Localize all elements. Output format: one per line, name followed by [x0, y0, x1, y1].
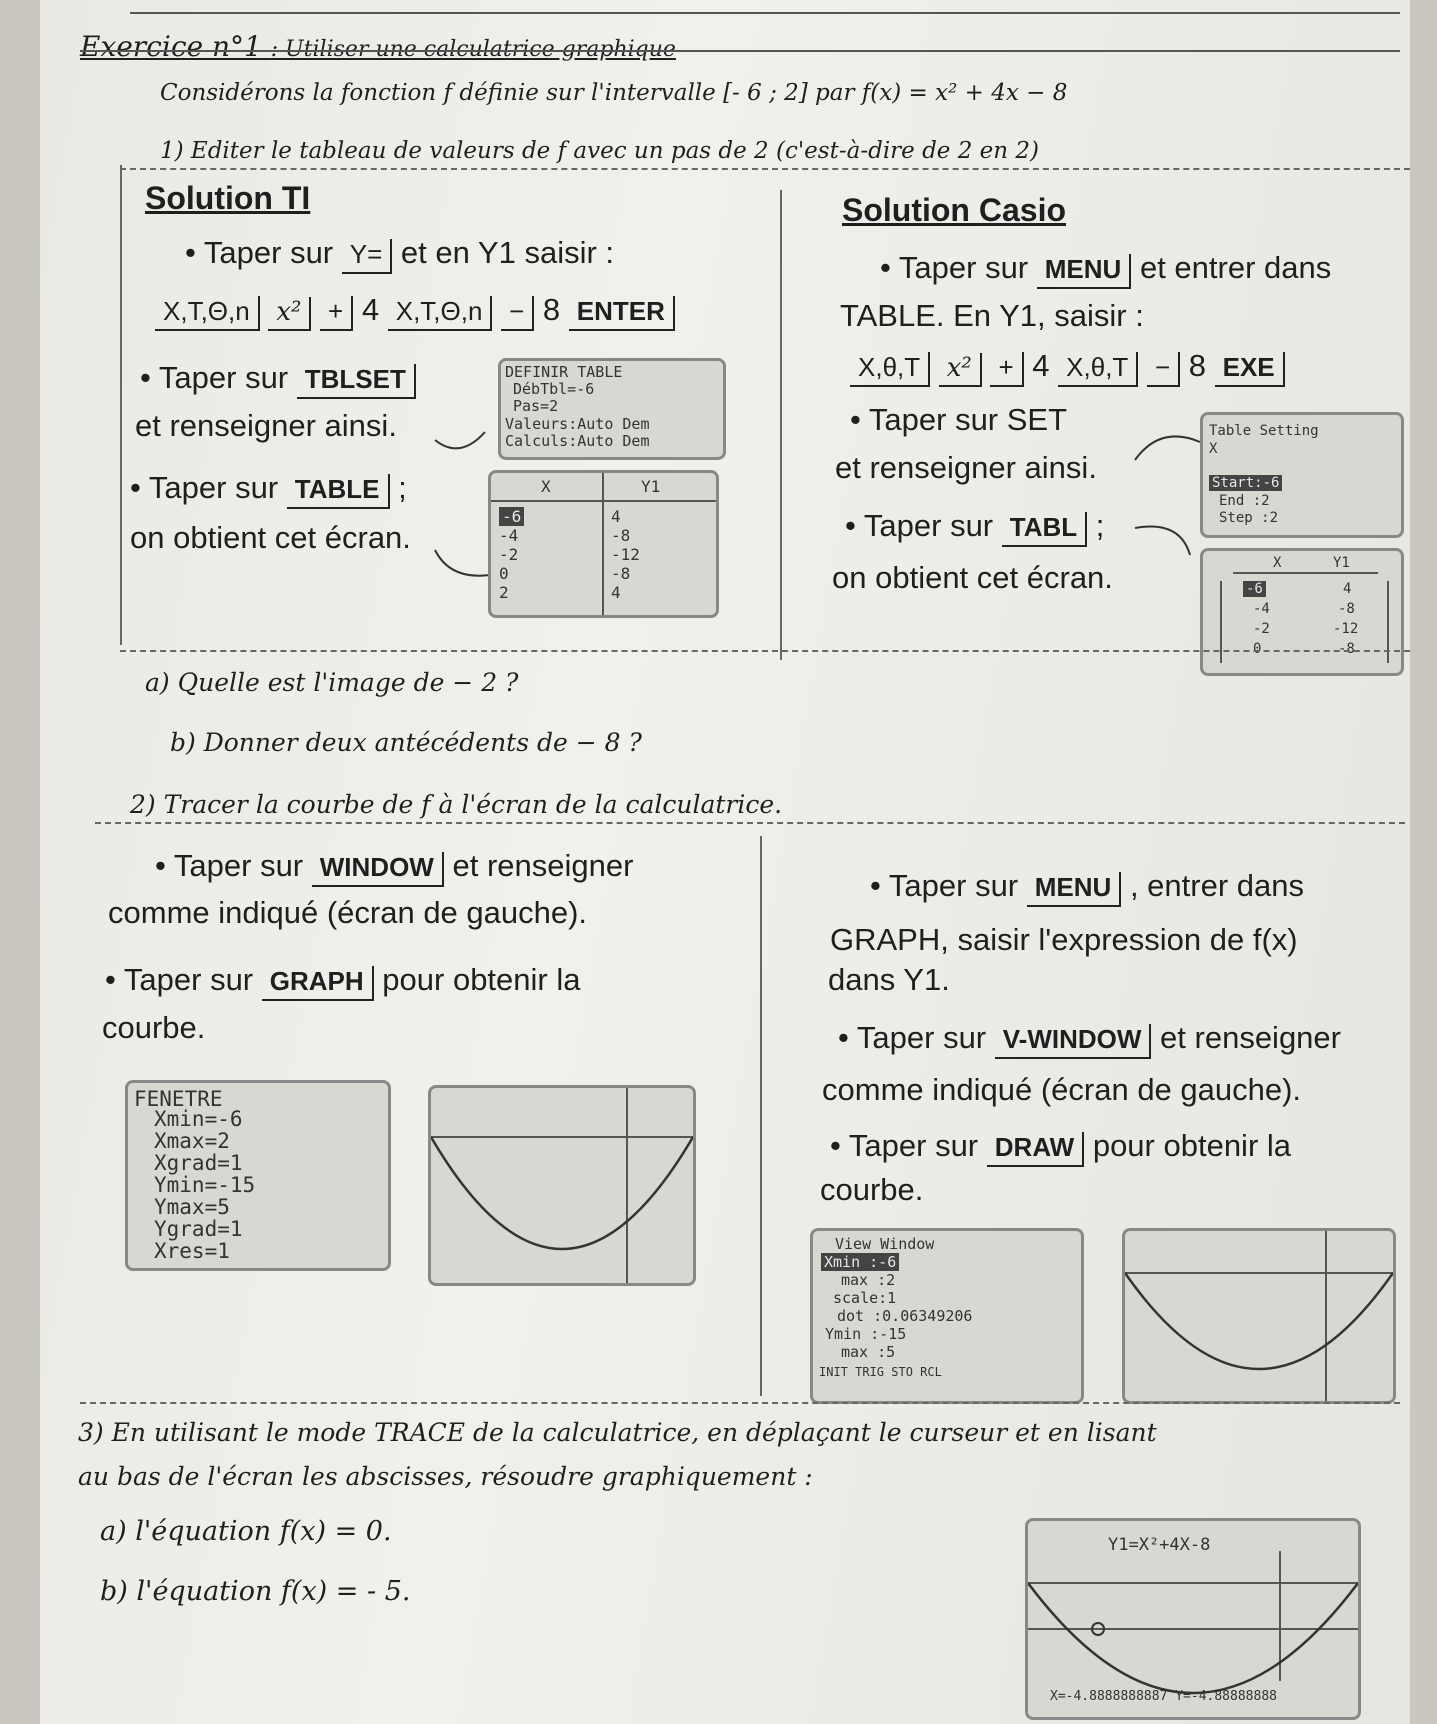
- header-rule: [80, 50, 1400, 52]
- ti-step1-prefix: • Taper sur: [185, 235, 334, 270]
- table-key[interactable]: TABLE: [287, 474, 390, 509]
- part2-divider: [95, 822, 1405, 824]
- casio-table-x-2: -2: [1253, 621, 1270, 637]
- casio-step3: [845, 508, 1104, 547]
- casio-digit-4: 4: [1032, 348, 1050, 383]
- casio-draw-line2: courbe.: [820, 1172, 924, 1207]
- ti-table-y-0: 4: [611, 507, 621, 526]
- tblset-line-3: Pas=2: [513, 397, 559, 415]
- casio-table-screen: [1200, 548, 1404, 676]
- ti-tblset-screen: [498, 358, 726, 460]
- casio-table-y-0: 4: [1343, 581, 1352, 597]
- casio-step2-line2: et renseigner ainsi.: [835, 450, 1097, 485]
- casio-step2: • Taper sur SET: [850, 402, 1068, 437]
- casio-step1-line2: TABLE. En Y1, saisir :: [840, 298, 1144, 333]
- ti-step1-suffix: et en Y1 saisir :: [400, 235, 615, 270]
- casio-vwindow-line2: comme indiqué (écran de gauche).: [822, 1072, 1302, 1107]
- trace-screen: [1025, 1518, 1361, 1720]
- ti-window-line-2: Xmax=2: [154, 1129, 230, 1153]
- ti-window-prefix: • Taper sur: [155, 848, 304, 883]
- ti-step2-prefix: • Taper sur: [140, 360, 289, 395]
- graph-key[interactable]: GRAPH: [262, 966, 374, 1001]
- casio-table-y-3: -8: [1338, 641, 1355, 657]
- casio-set-line-4: End :2: [1219, 493, 1270, 509]
- ti-table-y-4: 4: [611, 583, 621, 602]
- casio-window-screen: [810, 1228, 1084, 1404]
- ti-table-x-0: -6: [499, 507, 524, 526]
- casio-menu-line2: GRAPH, saisir l'expression de f(x): [830, 922, 1298, 957]
- casio-square-key[interactable]: x²: [939, 353, 982, 387]
- minus-key[interactable]: −: [501, 296, 534, 331]
- casio-table-x-1: -4: [1253, 601, 1270, 617]
- casio-graph-plot: [1125, 1231, 1393, 1401]
- ti-table-screen: [488, 470, 719, 618]
- casio-menu-line3: dans Y1.: [828, 962, 950, 997]
- casio-set-screen: [1200, 412, 1404, 538]
- ti-table-x-3: 0: [499, 564, 509, 583]
- menu-key[interactable]: MENU: [1037, 254, 1132, 289]
- ti-table-header-y: Y1: [641, 477, 661, 496]
- ti-graph-suffix: pour obtenir la: [382, 962, 581, 997]
- ti-step3-suffix: ;: [398, 470, 407, 505]
- ti-window-line-7: Xres=1: [154, 1239, 230, 1263]
- ti-window-line-5: Ymax=5: [154, 1195, 230, 1219]
- tblset-line-1: DEFINIR TABLE: [505, 363, 623, 381]
- casio-vwindow-prefix: • Taper sur: [838, 1020, 987, 1055]
- ti-table-y-1: -8: [611, 526, 631, 545]
- ti-step2-line2: et renseigner ainsi.: [135, 408, 397, 443]
- tblset-line-5: Calculs:Auto Dem: [505, 432, 650, 450]
- ti-graph-plot: [431, 1088, 693, 1283]
- ti-table-x-2: -2: [499, 545, 519, 564]
- casio-menu-step: [870, 868, 1304, 907]
- ti-window-suffix: et renseigner: [452, 848, 634, 883]
- tblset-key[interactable]: TBLSET: [297, 364, 416, 399]
- square-key[interactable]: x²: [268, 297, 311, 331]
- part1-divider: [120, 168, 1410, 170]
- casio-xt-key-2[interactable]: X,θ,T: [1058, 352, 1138, 387]
- ti-graph-step: [105, 962, 580, 1001]
- exe-key[interactable]: EXE: [1215, 352, 1285, 387]
- window-key[interactable]: WINDOW: [312, 852, 444, 887]
- casio-window-line-0: View Window: [835, 1235, 935, 1253]
- part3-a: a) l'équation f(x) = 0.: [100, 1516, 392, 1547]
- question-1a: a) Quelle est l'image de − 2 ?: [145, 668, 519, 697]
- draw-key[interactable]: DRAW: [987, 1132, 1084, 1167]
- casio-menu-key-2[interactable]: MENU: [1027, 872, 1122, 907]
- casio-arrows: [1130, 420, 1230, 560]
- casio-window-line-4: dot :0.06349206: [837, 1307, 973, 1325]
- xt-key-2[interactable]: X,T,Θ,n: [388, 296, 493, 331]
- casio-set-line-5: Step :2: [1219, 510, 1279, 526]
- casio-menu-suffix: , entrer dans: [1129, 868, 1304, 903]
- ti-step3-prefix: • Taper sur: [130, 470, 279, 505]
- top-rule: [130, 12, 1400, 14]
- y-equals-key[interactable]: Y=: [342, 239, 393, 274]
- ti-graph-prefix: • Taper sur: [105, 962, 254, 997]
- casio-plus-key[interactable]: +: [990, 352, 1023, 387]
- casio-vwindow-suffix: et renseigner: [1160, 1020, 1341, 1055]
- casio-table-header-x: X: [1273, 555, 1282, 571]
- column-separator-1: [780, 190, 782, 660]
- column-separator-2: [760, 836, 762, 1396]
- ti-step3: [130, 470, 407, 509]
- casio-set-line-1: Table Setting: [1209, 423, 1319, 439]
- tabl-key[interactable]: TABL: [1002, 512, 1087, 547]
- casio-set-line-2: X: [1209, 441, 1218, 457]
- casio-window-menu: INIT TRIG STO RCL: [819, 1365, 942, 1379]
- part3-line1: 3) En utilisant le mode TRACE de la calculatrice, en déplaçant le curseur et en lisant: [78, 1418, 1157, 1447]
- question-1b: b) Donner deux antécédents de − 8 ?: [170, 728, 642, 757]
- casio-minus-key[interactable]: −: [1147, 352, 1180, 387]
- casio-table-y-2: -12: [1333, 621, 1359, 637]
- casio-step1-suffix: et entrer dans: [1139, 250, 1332, 285]
- casio-table-header-y: Y1: [1333, 555, 1350, 571]
- ti-window-line-0: FENETRE: [134, 1087, 223, 1111]
- casio-window-line-2: max :2: [841, 1271, 896, 1289]
- casio-step3-prefix: • Taper sur: [845, 508, 994, 543]
- part3-line2: au bas de l'écran les abscisses, résoudre graphiquement :: [78, 1462, 813, 1491]
- v-window-key[interactable]: V-WINDOW: [995, 1024, 1152, 1059]
- casio-xt-key-1[interactable]: X,θ,T: [850, 352, 930, 387]
- ti-left-bracket: [120, 165, 122, 645]
- casio-entry-keys: [850, 348, 1285, 387]
- ti-window-step: [155, 848, 633, 887]
- digit-4: 4: [361, 292, 380, 327]
- casio-table-x-0: -6: [1243, 581, 1266, 597]
- ti-window-line-4: Ymin=-15: [154, 1173, 256, 1197]
- exercise-heading: [80, 30, 676, 63]
- part2-title: 2) Tracer la courbe de f à l'écran de la calculatrice.: [130, 790, 783, 819]
- ti-window-line-1: Xmin=-6: [154, 1107, 243, 1131]
- tblset-line-2: DébTbl=-6: [513, 380, 595, 398]
- trace-title: Y1=X²+4X-8: [1108, 1535, 1211, 1555]
- exercise-subtitle: : Utiliser une calculatrice graphique: [270, 37, 676, 62]
- ti-table-y-3: -8: [611, 564, 631, 583]
- ti-window-screen: [125, 1080, 391, 1271]
- ti-table-x-1: -4: [499, 526, 519, 545]
- casio-window-line-1: Xmin :-6: [821, 1253, 899, 1271]
- ti-window-line2: comme indiqué (écran de gauche).: [108, 895, 588, 930]
- part1-bottom-divider: [120, 650, 1410, 652]
- casio-draw-suffix: pour obtenir la: [1092, 1128, 1292, 1163]
- plus-key[interactable]: +: [320, 296, 353, 331]
- casio-title: Solution Casio: [842, 192, 1066, 228]
- casio-step1: [880, 250, 1331, 289]
- ti-graph-screen: [428, 1085, 696, 1286]
- casio-draw-prefix: • Taper sur: [830, 1128, 979, 1163]
- trace-readout: X=-4.8888888887 Y=-4.88888888: [1050, 1689, 1277, 1704]
- ti-table-header-x: X: [541, 477, 551, 496]
- casio-vwindow-step: [838, 1020, 1341, 1059]
- casio-set-line-3: Start:-6: [1209, 475, 1282, 491]
- part1-title: 1) Editer le tableau de valeurs de f avec un pas de 2 (c'est-à-dire de 2 en 2): [160, 138, 1040, 164]
- ti-step2: [140, 360, 416, 399]
- ti-graph-line2: courbe.: [102, 1010, 206, 1045]
- ti-table-y-2: -12: [611, 545, 640, 564]
- casio-window-line-6: max :5: [841, 1343, 896, 1361]
- part3-b: b) l'équation f(x) = - 5.: [100, 1576, 411, 1607]
- casio-draw-step: [830, 1128, 1291, 1167]
- casio-table-y-1: -8: [1338, 601, 1355, 617]
- casio-step3-line2: on obtient cet écran.: [832, 560, 1113, 595]
- ti-window-line-6: Ygrad=1: [154, 1217, 243, 1241]
- casio-menu-prefix: • Taper sur: [870, 868, 1019, 903]
- casio-step1-prefix: • Taper sur: [880, 250, 1029, 285]
- digit-8: 8: [542, 292, 561, 327]
- casio-step3-suffix: ;: [1095, 508, 1105, 543]
- ti-step3-line2: on obtient cet écran.: [130, 520, 411, 555]
- casio-window-line-5: Ymin :-15: [825, 1325, 907, 1343]
- ti-entry-keys: [155, 292, 675, 331]
- xt-key-1[interactable]: X,T,Θ,n: [155, 296, 260, 331]
- exercise-label: Exercice n°1: [80, 30, 262, 63]
- ti-step1: [185, 235, 614, 274]
- casio-table-x-3: 0: [1253, 641, 1262, 657]
- ti-table-x-4: 2: [499, 583, 509, 602]
- ti-title: Solution TI: [145, 180, 311, 216]
- intro-text: Considérons la fonction f définie sur l'intervalle [- 6 ; 2] par f(x) = x² + 4x − 8: [160, 80, 1068, 106]
- enter-key[interactable]: ENTER: [569, 296, 675, 331]
- part2-bottom-divider: [80, 1402, 1400, 1404]
- casio-graph-screen: [1122, 1228, 1396, 1404]
- tblset-line-4: Valeurs:Auto Dem: [505, 415, 650, 433]
- ti-window-line-3: Xgrad=1: [154, 1151, 243, 1175]
- casio-window-line-3: scale:1: [833, 1289, 897, 1307]
- casio-digit-8: 8: [1188, 348, 1206, 383]
